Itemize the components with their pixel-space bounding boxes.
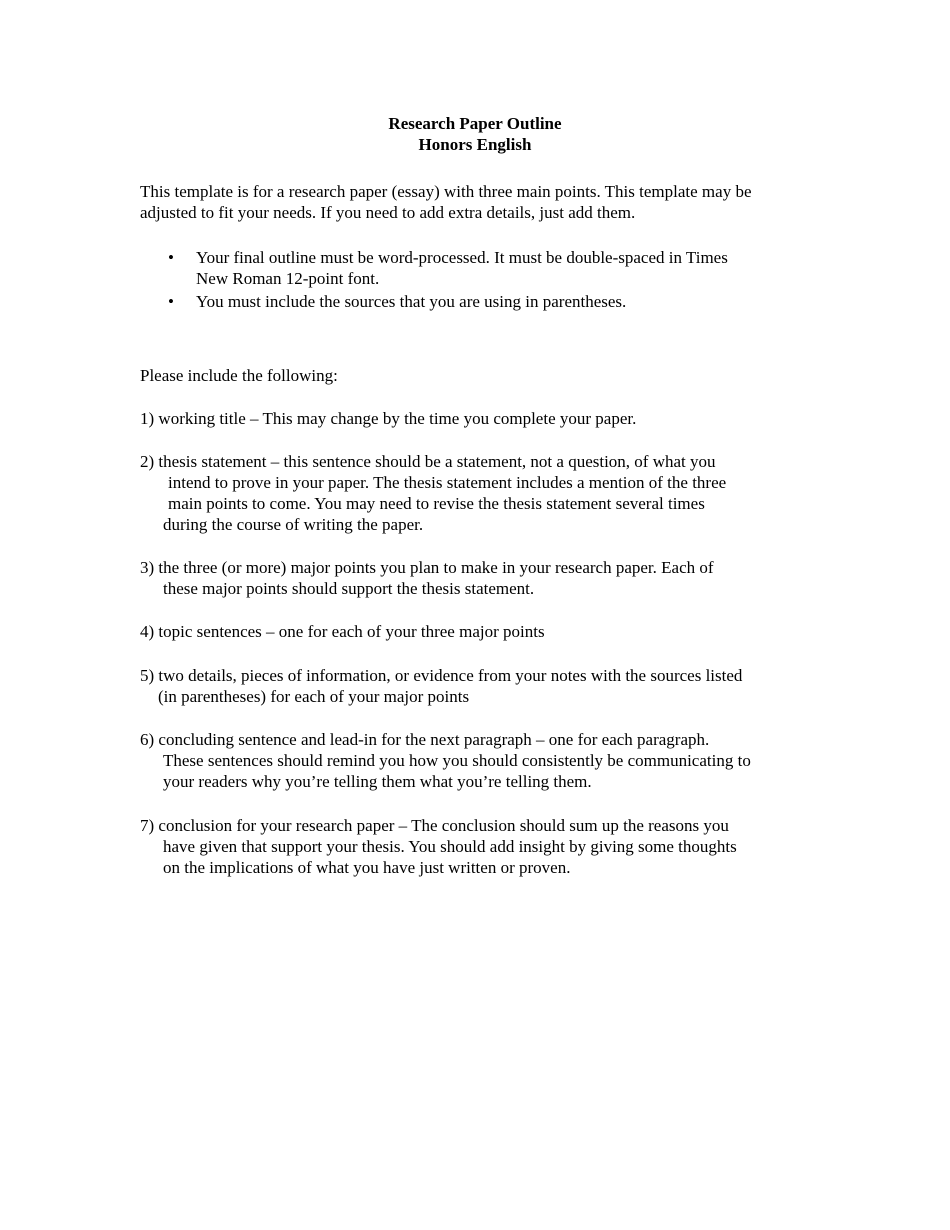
- item-2-line-2: intend to prove in your paper. The thesis statement includes a mention of the three: [168, 473, 727, 492]
- item-7-line-3: on the implications of what you have just written or proven.: [163, 858, 571, 877]
- item-3-line-1: 3) the three (or more) major points you plan to make in your research paper. Each of: [140, 558, 714, 577]
- item-5-line-2: (in parentheses) for each of your major points: [158, 687, 470, 706]
- document-title: Research Paper Outline: [388, 114, 562, 133]
- item-2-line-1: 2) thesis statement – this sentence should be a statement, not a question, of what you: [140, 452, 716, 471]
- intro-line-1: This template is for a research paper (essay) with three main points. This template may be: [140, 182, 752, 201]
- item-7-line-1: 7) conclusion for your research paper – The conclusion should sum up the reasons you: [140, 816, 729, 835]
- item-6-line-3: your readers why you’re telling them what you’re telling them.: [163, 772, 592, 791]
- bullet-1-line-2: New Roman 12-point font.: [196, 269, 380, 288]
- please-include-heading: Please include the following:: [140, 366, 338, 385]
- item-4-line-1: 4) topic sentences – one for each of your three major points: [140, 622, 545, 641]
- item-5-line-1: 5) two details, pieces of information, or evidence from your notes with the sources listed: [140, 666, 743, 685]
- item-6-line-1: 6) concluding sentence and lead-in for the next paragraph – one for each paragraph.: [140, 730, 710, 749]
- bullet-1-line-1: Your final outline must be word-processed. It must be double-spaced in Times: [196, 248, 728, 267]
- document-subtitle: Honors English: [418, 135, 532, 154]
- title-block: [0, 113, 950, 155]
- item-2-line-3: main points to come. You may need to revise the thesis statement several times: [168, 494, 705, 513]
- bullet-2-line-1: You must include the sources that you are using in parentheses.: [196, 292, 627, 311]
- item-3-line-2: these major points should support the thesis statement.: [163, 579, 535, 598]
- item-2-line-4: during the course of writing the paper.: [163, 515, 424, 534]
- intro-line-2: adjusted to fit your needs. If you need to add extra details, just add them.: [140, 203, 636, 222]
- item-6-line-2: These sentences should remind you how you should consistently be communicating to: [163, 751, 751, 770]
- bullet-icon: •: [168, 248, 174, 267]
- item-1-line-1: 1) working title – This may change by the time you complete your paper.: [140, 409, 637, 428]
- item-7-line-2: have given that support your thesis. You should add insight by giving some thoughts: [163, 837, 737, 856]
- bullet-icon: •: [168, 292, 174, 311]
